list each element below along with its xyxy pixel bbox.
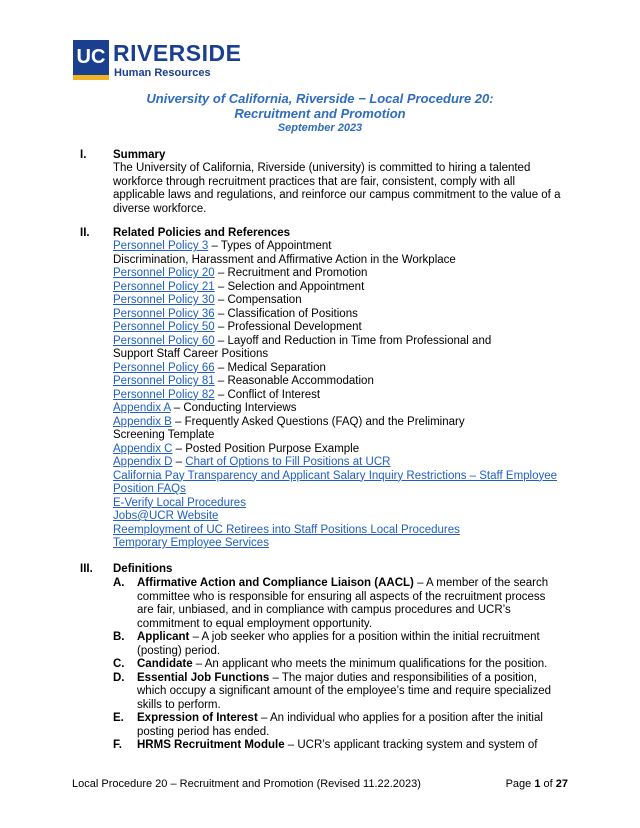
definition-list: [113, 577, 560, 753]
definition-text: – An individual who applies for a position after the initial posting period has ended.: [137, 712, 543, 738]
reference-item: [113, 240, 568, 254]
definition-letter: F.: [113, 739, 122, 751]
reference-item: [113, 456, 568, 470]
definition-letter: A.: [113, 577, 125, 589]
reference-description: Support Staff Career Positions: [113, 348, 269, 360]
reference-item: [113, 389, 568, 403]
reference-description: –: [172, 456, 186, 468]
reference-link[interactable]: Appendix C: [113, 442, 173, 455]
section-heading-summary: Summary: [113, 149, 166, 161]
reference-description: – Compensation: [214, 294, 302, 306]
definition-term: HRMS Recruitment Module: [137, 739, 285, 751]
reference-description: – Conducting Interviews: [170, 402, 297, 414]
reference-description: – Selection and Appointment: [214, 280, 365, 293]
document-title: [80, 91, 560, 121]
reference-description: Discrimination, Harassment and Affirmative Action in the Workplace: [113, 253, 456, 266]
reference-link[interactable]: Appendix A: [113, 402, 171, 414]
reference-item: [113, 267, 568, 281]
definition-item: [113, 712, 560, 739]
reference-description: – Professional Development: [214, 321, 362, 333]
reference-link[interactable]: Personnel Policy 3: [113, 240, 209, 252]
definition-text: – A job seeker who applies for a position within the initial recruitment (posting) period.: [137, 631, 540, 657]
reference-description: – Layoff and Reduction in Time from Professional and: [214, 334, 492, 347]
reference-link[interactable]: Jobs@UCR Website: [113, 510, 219, 522]
reference-link[interactable]: Personnel Policy 81: [113, 375, 215, 387]
reference-description: – Classification of Positions: [214, 307, 358, 320]
reference-item: [113, 402, 568, 416]
reference-description: – Recruitment and Promotion: [214, 267, 368, 279]
definition-term: Expression of Interest: [137, 712, 258, 724]
reference-description: Screening Template: [113, 429, 215, 441]
definition-term: Essential Job Functions: [137, 671, 270, 684]
definition-term: Candidate: [137, 658, 193, 670]
reference-description: – Posted Position Purpose Example: [172, 442, 360, 455]
reference-item: [113, 321, 568, 335]
reference-link[interactable]: Personnel Policy 60: [113, 334, 215, 347]
section-heading-related: Related Policies and References: [113, 227, 291, 239]
definition-letter: C.: [113, 658, 125, 670]
reference-description: – Frequently Asked Questions (FAQ) and the Preliminary: [171, 415, 465, 428]
uc-logo-mark: UC: [73, 40, 109, 80]
reference-link[interactable]: E-Verify Local Procedures: [113, 496, 246, 509]
reference-list: [113, 240, 568, 551]
reference-item: [113, 416, 568, 430]
definition-item: [113, 577, 560, 631]
definition-term: Applicant: [137, 631, 190, 643]
title-line-1: University of California, Riverside − Local Procedure 20:: [146, 91, 494, 106]
reference-link[interactable]: Appendix B: [113, 415, 172, 428]
reference-item: [113, 308, 568, 322]
page-total: 27: [555, 778, 568, 790]
page-counter: [506, 778, 568, 791]
reference-description: – Conflict of Interest: [214, 388, 321, 401]
definition-letter: B.: [113, 631, 125, 643]
reference-item: [113, 537, 568, 551]
page-prefix: Page: [505, 778, 535, 790]
reference-item: [113, 510, 568, 524]
reference-link[interactable]: Personnel Policy 36: [113, 307, 215, 320]
footer-doc-title: Local Procedure 20 – Recruitment and Promotion (Revised 11.22.2023): [72, 778, 421, 790]
reference-item: [113, 281, 568, 295]
definition-text: – The major duties and responsibilities of a position, which occupy a significant amount of the employee’s time and require specialized skills to perform.: [137, 671, 552, 711]
reference-link[interactable]: Personnel Policy 20: [113, 267, 215, 279]
reference-link[interactable]: California Pay Transparency and Applicant Salary Inquiry Restrictions – Staff Employee: [113, 469, 558, 482]
section-number: I.: [80, 149, 87, 161]
definition-item: [113, 739, 560, 753]
reference-item: [113, 483, 568, 497]
reference-description: – Medical Separation: [214, 361, 326, 374]
reference-link[interactable]: Temporary Employee Services: [113, 537, 269, 549]
reference-item: [113, 470, 568, 484]
reference-link[interactable]: Personnel Policy 30: [113, 294, 215, 306]
title-line-2: Recruitment and Promotion: [234, 106, 406, 121]
reference-link[interactable]: Personnel Policy 50: [113, 321, 215, 333]
reference-item: [113, 254, 568, 268]
reference-link[interactable]: Personnel Policy 66: [113, 361, 215, 374]
definition-text: – An applicant who meets the minimum qualifications for the position.: [192, 658, 548, 670]
reference-link[interactable]: Reemployment of UC Retirees into Staff Positions Local Procedures: [113, 523, 460, 536]
reference-link[interactable]: Chart of Options to Fill Positions at UCR: [185, 456, 391, 468]
definition-text: – UCR’s applicant tracking system and system of: [284, 739, 538, 751]
document-date: September 2023: [277, 122, 363, 134]
section-heading-definitions: Definitions: [113, 563, 173, 575]
reference-item: [113, 375, 568, 389]
definition-term: Affirmative Action and Compliance Liaison (AACL): [137, 577, 414, 589]
definition-text: – A member of the search committee who is responsible for ensuring all aspects of the recruitment process are fair, unbiased, and in compliance with campus procedures and UCR’s commitment to equal employment opportunity.: [137, 577, 549, 630]
section-number: II.: [80, 227, 90, 239]
reference-item: [113, 497, 568, 511]
reference-item: [113, 524, 568, 538]
reference-link[interactable]: Appendix D: [113, 456, 173, 468]
page-number: 1: [534, 778, 541, 790]
reference-item: [113, 335, 568, 349]
page-of: of: [540, 778, 556, 790]
reference-item: [113, 429, 568, 443]
reference-link[interactable]: Personnel Policy 21: [113, 280, 215, 293]
reference-link[interactable]: Position FAQs: [113, 483, 186, 495]
reference-item: [113, 294, 568, 308]
logo-subtitle: Human Resources: [114, 67, 211, 79]
definition-item: [113, 672, 560, 713]
definition-letter: E.: [113, 712, 124, 724]
reference-description: – Reasonable Accommodation: [214, 375, 374, 387]
definition-item: [113, 631, 560, 658]
logo-wordmark: RIVERSIDE: [113, 40, 242, 66]
reference-link[interactable]: Personnel Policy 82: [113, 388, 215, 401]
summary-text: The University of California, Riverside (university) is committed to hiring a talented workforce through recruitment practices that are fair, consistent, comply with all applicable laws and regulations, and reinforce our campus commitment to the value of a diverse workforce.: [113, 162, 561, 215]
definition-letter: D.: [113, 671, 125, 684]
reference-item: [113, 362, 568, 376]
reference-description: – Types of Appointment: [208, 240, 332, 252]
definition-item: [113, 658, 560, 672]
reference-item: [113, 443, 568, 457]
reference-item: [113, 348, 568, 362]
ucr-logo: [73, 40, 242, 80]
section-number: III.: [80, 563, 93, 575]
